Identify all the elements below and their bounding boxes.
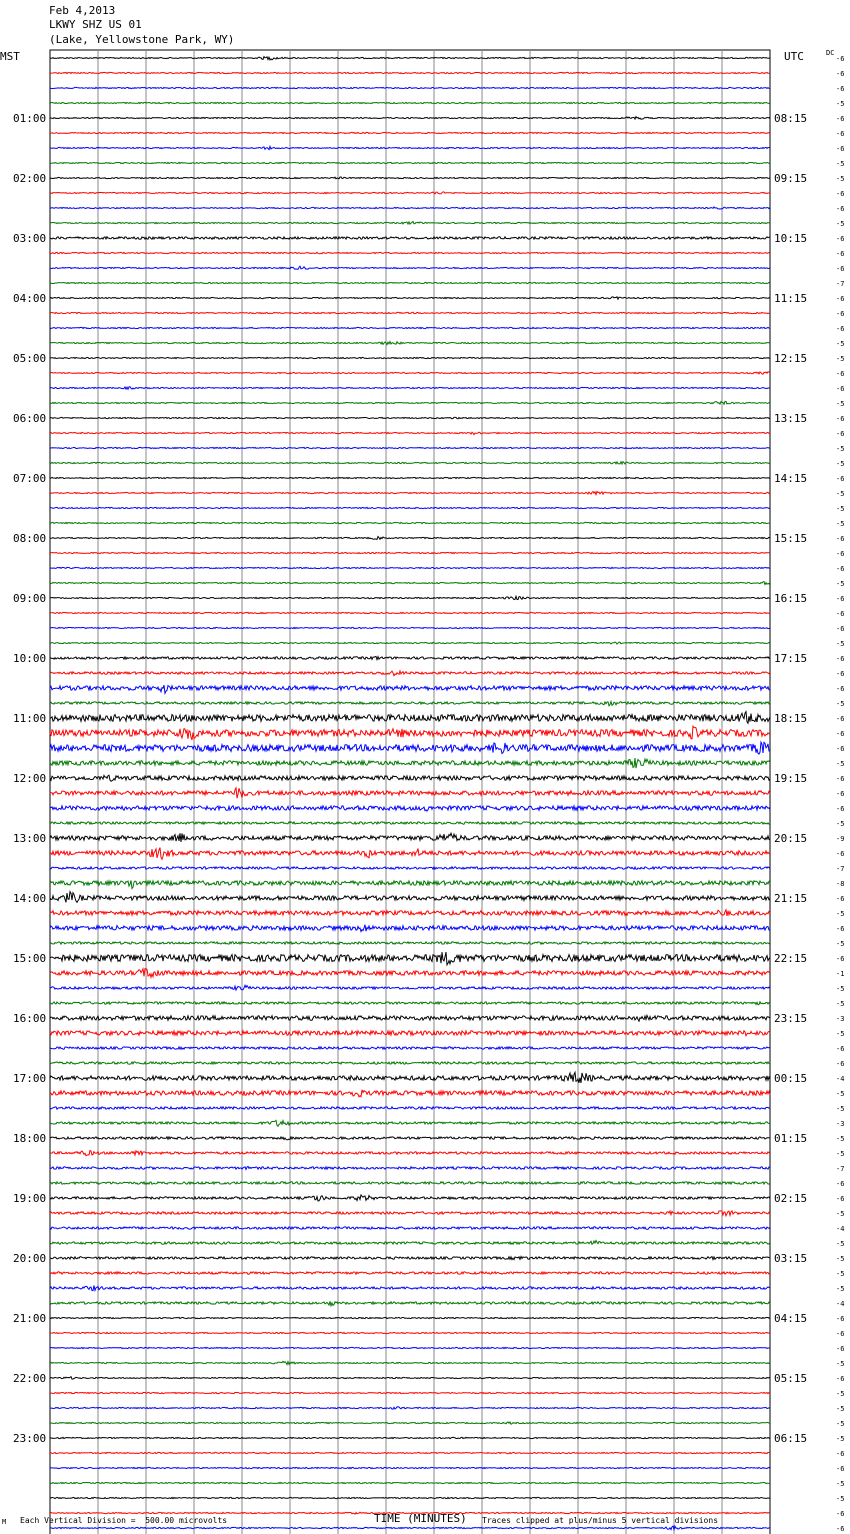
dc-offset-label: -5 bbox=[836, 1240, 845, 1248]
dc-offset-label: -5 bbox=[836, 1270, 845, 1278]
trace-line bbox=[50, 671, 770, 676]
trace-line bbox=[50, 1227, 770, 1229]
hour-label-right: 13:15 bbox=[774, 412, 808, 425]
dc-offset-label: -6 bbox=[836, 385, 845, 393]
hour-label-right: 20:15 bbox=[774, 832, 808, 845]
dc-offset-label: -5 bbox=[836, 1360, 845, 1368]
trace-line bbox=[50, 266, 770, 269]
trace-line bbox=[50, 1347, 770, 1348]
trace-line bbox=[50, 775, 770, 781]
trace-line bbox=[50, 357, 770, 358]
hour-label-right: 04:15 bbox=[774, 1312, 808, 1325]
dc-offset-label: -6 bbox=[836, 235, 845, 243]
dc-offset-label: -6 bbox=[836, 430, 845, 438]
trace-line bbox=[50, 1526, 770, 1530]
trace-line bbox=[50, 969, 770, 978]
trace-line bbox=[50, 612, 770, 613]
trace-line bbox=[50, 642, 770, 644]
hour-label-left: 02:00 bbox=[13, 172, 47, 185]
hour-label-right: 10:15 bbox=[774, 232, 808, 245]
trace-line bbox=[50, 221, 770, 224]
dc-offset-label: -8 bbox=[836, 880, 845, 888]
trace-line bbox=[50, 1002, 770, 1005]
trace-line bbox=[50, 1150, 770, 1155]
dc-offset-label: -6 bbox=[836, 730, 845, 738]
dc-offset-label: -5 bbox=[836, 1405, 845, 1413]
dc-offset-label: -5 bbox=[836, 505, 845, 513]
trace-line bbox=[50, 401, 770, 404]
trace-line bbox=[50, 162, 770, 163]
dc-offset-label: -5 bbox=[836, 460, 845, 468]
trace-line bbox=[50, 1015, 770, 1021]
trace-line bbox=[50, 537, 770, 540]
dc-offset-label: -7 bbox=[836, 280, 845, 288]
dc-offset-label: -5 bbox=[836, 1000, 845, 1008]
trace-line bbox=[50, 848, 770, 860]
dc-offset-label: -5 bbox=[836, 1435, 845, 1443]
dc-offset-label: -5 bbox=[836, 1210, 845, 1218]
trace-line bbox=[50, 1241, 770, 1245]
hour-label-left: 13:00 bbox=[13, 832, 47, 845]
left-timezone-label: MST bbox=[0, 50, 20, 63]
hour-label-right: 19:15 bbox=[774, 772, 808, 785]
dc-offset-label: -6 bbox=[836, 955, 845, 963]
dc-offset-label: -7 bbox=[836, 1165, 845, 1173]
dc-offset-label: -6 bbox=[836, 595, 845, 603]
trace-line bbox=[50, 925, 770, 932]
trace-line bbox=[50, 1120, 770, 1126]
dc-offset-label: -6 bbox=[836, 685, 845, 693]
trace-line bbox=[50, 1482, 770, 1483]
x-axis-label: TIME (MINUTES) bbox=[374, 1512, 467, 1525]
trace-line bbox=[50, 522, 770, 523]
hour-label-left: 18:00 bbox=[13, 1132, 47, 1145]
dc-offset-label: -6 bbox=[836, 850, 845, 858]
trace-line bbox=[50, 297, 770, 299]
hour-label-left: 05:00 bbox=[13, 352, 47, 365]
dc-offset-label: -5 bbox=[836, 760, 845, 768]
hour-label-right: 02:15 bbox=[774, 1192, 808, 1205]
hour-label-left: 06:00 bbox=[13, 412, 47, 425]
dc-offset-label: -5 bbox=[836, 1255, 845, 1263]
dc-offset-label: -6 bbox=[836, 565, 845, 573]
hour-label-left: 09:00 bbox=[13, 592, 47, 605]
trace-line bbox=[50, 132, 770, 133]
trace-line bbox=[50, 491, 770, 494]
trace-line bbox=[50, 1090, 770, 1097]
dc-offset-label: -6 bbox=[836, 1450, 845, 1458]
dc-offset-label: -6 bbox=[836, 115, 845, 123]
footer-mark: M bbox=[2, 1518, 7, 1526]
trace-line bbox=[50, 712, 770, 724]
dc-offset-label: -5 bbox=[836, 160, 845, 168]
trace-line bbox=[50, 582, 770, 585]
dc-offset-label: -5 bbox=[836, 940, 845, 948]
trace-line bbox=[50, 462, 770, 465]
trace-line bbox=[50, 372, 770, 374]
dc-offset-label: -6 bbox=[836, 325, 845, 333]
dc-offset-label: -3 bbox=[836, 1015, 845, 1023]
trace-line bbox=[50, 1407, 770, 1409]
hour-label-right: 01:15 bbox=[774, 1132, 808, 1145]
chart-title: LKWY SHZ US 01 bbox=[49, 18, 142, 31]
dc-offset-label: -6 bbox=[836, 145, 845, 153]
dc-offset-label: -6 bbox=[836, 265, 845, 273]
trace-line bbox=[50, 72, 770, 73]
dc-offset-label: -6 bbox=[836, 790, 845, 798]
hour-label-left: 16:00 bbox=[13, 1012, 47, 1025]
footer-scale-note: Each Vertical Division = 500.00 microvolts bbox=[20, 1516, 228, 1525]
trace-line bbox=[50, 702, 770, 706]
dc-offset-label: -5 bbox=[836, 490, 845, 498]
trace-line bbox=[50, 1392, 770, 1393]
trace-line bbox=[50, 177, 770, 179]
trace-line bbox=[50, 806, 770, 811]
trace-line bbox=[50, 1137, 770, 1140]
trace-line bbox=[50, 952, 770, 965]
trace-line bbox=[50, 282, 770, 283]
dc-offset-label: -5 bbox=[836, 820, 845, 828]
hour-label-left: 07:00 bbox=[13, 472, 47, 485]
hour-label-right: 06:15 bbox=[774, 1432, 808, 1445]
trace-line bbox=[50, 207, 770, 209]
trace-line bbox=[50, 237, 770, 239]
dc-offset-label: -5 bbox=[836, 1390, 845, 1398]
hour-label-left: 03:00 bbox=[13, 232, 47, 245]
dc-offset-label: -4 bbox=[836, 1225, 845, 1233]
trace-line bbox=[50, 477, 770, 478]
dc-offset-label: -6 bbox=[836, 1465, 845, 1473]
trace-line bbox=[50, 1072, 770, 1083]
dc-offset-label: -5 bbox=[836, 1150, 845, 1158]
trace-line bbox=[50, 726, 770, 740]
hour-label-right: 11:15 bbox=[774, 292, 808, 305]
dc-offset-label: -6 bbox=[836, 370, 845, 378]
trace-line bbox=[50, 1107, 770, 1109]
dc-offset-label: -1 bbox=[836, 970, 845, 978]
trace-line bbox=[50, 758, 770, 768]
trace-line bbox=[50, 1257, 770, 1260]
dc-offset-label: -5 bbox=[836, 520, 845, 528]
trace-line bbox=[50, 342, 770, 345]
dc-offset-label: -6 bbox=[836, 670, 845, 678]
trace-line bbox=[50, 985, 770, 990]
trace-line bbox=[50, 1272, 770, 1274]
dc-offset-label: -5 bbox=[836, 640, 845, 648]
dc-offset-label: -6 bbox=[836, 130, 845, 138]
dc-offset-label: -6 bbox=[836, 1060, 845, 1068]
trace-line bbox=[50, 312, 770, 313]
hour-label-left: 08:00 bbox=[13, 532, 47, 545]
dc-offset-label: -6 bbox=[836, 1330, 845, 1338]
hour-label-left: 12:00 bbox=[13, 772, 47, 785]
dc-offset-label: -5 bbox=[836, 100, 845, 108]
trace-line bbox=[50, 1047, 770, 1049]
dc-offset-label: -6 bbox=[836, 415, 845, 423]
dc-offset-label: -6 bbox=[836, 775, 845, 783]
dc-offset-label: -6 bbox=[836, 1180, 845, 1188]
trace-line bbox=[50, 596, 770, 599]
trace-line bbox=[50, 1182, 770, 1184]
trace-line bbox=[50, 57, 770, 60]
hour-label-left: 22:00 bbox=[13, 1372, 47, 1385]
trace-line bbox=[50, 627, 770, 628]
trace-line bbox=[50, 327, 770, 328]
hour-label-right: 08:15 bbox=[774, 112, 808, 125]
dc-offset-label: -5 bbox=[836, 1030, 845, 1038]
dc-offset-label: -5 bbox=[836, 580, 845, 588]
trace-line bbox=[50, 742, 770, 754]
hour-label-right: 16:15 bbox=[774, 592, 808, 605]
trace-line bbox=[50, 1332, 770, 1333]
dc-offset-label: -5 bbox=[836, 1420, 845, 1428]
dc-offset-label: -6 bbox=[836, 250, 845, 258]
trace-line bbox=[50, 685, 770, 693]
hour-label-right: 18:15 bbox=[774, 712, 808, 725]
trace-line bbox=[50, 942, 770, 944]
hour-label-left: 23:00 bbox=[13, 1432, 47, 1445]
trace-line bbox=[50, 417, 770, 418]
trace-line bbox=[50, 507, 770, 508]
dc-offset-label: -5 bbox=[836, 1090, 845, 1098]
trace-line bbox=[50, 1361, 770, 1364]
trace-line bbox=[50, 102, 770, 103]
dc-offset-label: -7 bbox=[836, 865, 845, 873]
dc-offset-label: -6 bbox=[836, 55, 845, 63]
hour-label-right: 00:15 bbox=[774, 1072, 808, 1085]
hour-label-left: 17:00 bbox=[13, 1072, 47, 1085]
trace-line bbox=[50, 1452, 770, 1453]
hour-label-left: 01:00 bbox=[13, 112, 47, 125]
hour-label-right: 21:15 bbox=[774, 892, 808, 905]
dc-offset-label: -5 bbox=[836, 700, 845, 708]
hour-label-right: 22:15 bbox=[774, 952, 808, 965]
dc-offset-label: -4 bbox=[836, 1075, 845, 1083]
hour-label-right: 14:15 bbox=[774, 472, 808, 485]
trace-line bbox=[50, 1211, 770, 1216]
dc-offset-label: -6 bbox=[836, 475, 845, 483]
trace-line bbox=[50, 1286, 770, 1291]
trace-line bbox=[50, 833, 770, 842]
dc-offset-label: -6 bbox=[836, 745, 845, 753]
trace-line bbox=[50, 1062, 770, 1064]
hour-label-right: 03:15 bbox=[774, 1252, 808, 1265]
dc-offset-label: -5 bbox=[836, 340, 845, 348]
trace-line bbox=[50, 1497, 770, 1498]
right-timezone-label: UTC bbox=[784, 50, 804, 63]
trace-line bbox=[50, 822, 770, 824]
hour-label-right: 12:15 bbox=[774, 352, 808, 365]
footer-clip-note: Traces clipped at plus/minus 5 vertical divisions bbox=[482, 1516, 719, 1525]
trace-line bbox=[50, 1377, 770, 1379]
trace-line bbox=[50, 1031, 770, 1036]
hour-label-left: 19:00 bbox=[13, 1192, 47, 1205]
trace-line bbox=[50, 387, 770, 389]
trace-line bbox=[50, 910, 770, 916]
dc-offset-label: -5 bbox=[836, 445, 845, 453]
trace-line bbox=[50, 447, 770, 448]
dc-offset-label: -5 bbox=[836, 175, 845, 183]
hour-label-left: 20:00 bbox=[13, 1252, 47, 1265]
dc-offset-label: -6 bbox=[836, 925, 845, 933]
hour-label-left: 14:00 bbox=[13, 892, 47, 905]
trace-line bbox=[50, 252, 770, 254]
dc-offset-label: -6 bbox=[836, 895, 845, 903]
dc-offset-label: -6 bbox=[836, 70, 845, 78]
dc-offset-label: -6 bbox=[836, 295, 845, 303]
trace-line bbox=[50, 788, 770, 798]
dc-offset-label: -5 bbox=[836, 1105, 845, 1113]
trace-line bbox=[50, 1467, 770, 1468]
dc-offset-label: -6 bbox=[836, 1510, 845, 1518]
dc-offset-label: -6 bbox=[836, 1345, 845, 1353]
trace-line bbox=[50, 867, 770, 869]
dc-offset-label: -6 bbox=[836, 1195, 845, 1203]
trace-line bbox=[50, 1422, 770, 1424]
trace-line bbox=[50, 146, 770, 149]
hour-label-right: 15:15 bbox=[774, 532, 808, 545]
dc-label: DC bbox=[826, 49, 835, 57]
hour-label-right: 17:15 bbox=[774, 652, 808, 665]
dc-offset-label: -6 bbox=[836, 625, 845, 633]
trace-line bbox=[50, 1301, 770, 1305]
dc-offset-label: -6 bbox=[836, 535, 845, 543]
hour-label-left: 11:00 bbox=[13, 712, 47, 725]
dc-offset-label: -6 bbox=[836, 205, 845, 213]
dc-offset-label: -6 bbox=[836, 1525, 845, 1533]
dc-offset-label: -5 bbox=[836, 220, 845, 228]
hour-label-left: 04:00 bbox=[13, 292, 47, 305]
dc-offset-label: -4 bbox=[836, 1300, 845, 1308]
dc-offset-label: -6 bbox=[836, 1375, 845, 1383]
trace-line bbox=[50, 432, 770, 434]
trace-line bbox=[50, 1166, 770, 1169]
trace-line bbox=[50, 192, 770, 194]
dc-offset-label: -5 bbox=[836, 400, 845, 408]
dc-offset-label: -6 bbox=[836, 85, 845, 93]
trace-line bbox=[50, 892, 770, 903]
trace-line bbox=[50, 1195, 770, 1201]
chart-location: (Lake, Yellowstone Park, WY) bbox=[49, 33, 235, 46]
hour-label-right: 05:15 bbox=[774, 1372, 808, 1385]
dc-offset-label: -6 bbox=[836, 610, 845, 618]
hour-label-right: 09:15 bbox=[774, 172, 808, 185]
dc-offset-label: -5 bbox=[836, 1135, 845, 1143]
dc-offset-label: -6 bbox=[836, 1315, 845, 1323]
dc-offset-label: -5 bbox=[836, 985, 845, 993]
dc-offset-label: -6 bbox=[836, 190, 845, 198]
trace-line bbox=[50, 1317, 770, 1318]
dc-offset-label: -5 bbox=[836, 910, 845, 918]
hour-label-right: 23:15 bbox=[774, 1012, 808, 1025]
hour-label-left: 10:00 bbox=[13, 652, 47, 665]
dc-offset-label: -5 bbox=[836, 1495, 845, 1503]
dc-offset-label: -5 bbox=[836, 355, 845, 363]
trace-line bbox=[50, 117, 770, 120]
dc-offset-label: -6 bbox=[836, 655, 845, 663]
trace-line bbox=[50, 657, 770, 660]
dc-offset-label: -6 bbox=[836, 310, 845, 318]
trace-line bbox=[50, 880, 770, 888]
dc-offset-label: -6 bbox=[836, 715, 845, 723]
dc-offset-label: -6 bbox=[836, 805, 845, 813]
dc-offset-label: -6 bbox=[836, 1045, 845, 1053]
trace-line bbox=[50, 552, 770, 553]
trace-line bbox=[50, 1437, 770, 1438]
hour-label-left: 15:00 bbox=[13, 952, 47, 965]
dc-offset-label: -9 bbox=[836, 835, 845, 843]
hour-label-left: 21:00 bbox=[13, 1312, 47, 1325]
dc-offset-label: -5 bbox=[836, 1480, 845, 1488]
dc-offset-label: -6 bbox=[836, 550, 845, 558]
dc-offset-label: -5 bbox=[836, 1285, 845, 1293]
trace-line bbox=[50, 567, 770, 568]
chart-date: Feb 4,2013 bbox=[49, 4, 116, 17]
dc-offset-label: -3 bbox=[836, 1120, 845, 1128]
trace-line bbox=[50, 87, 770, 88]
